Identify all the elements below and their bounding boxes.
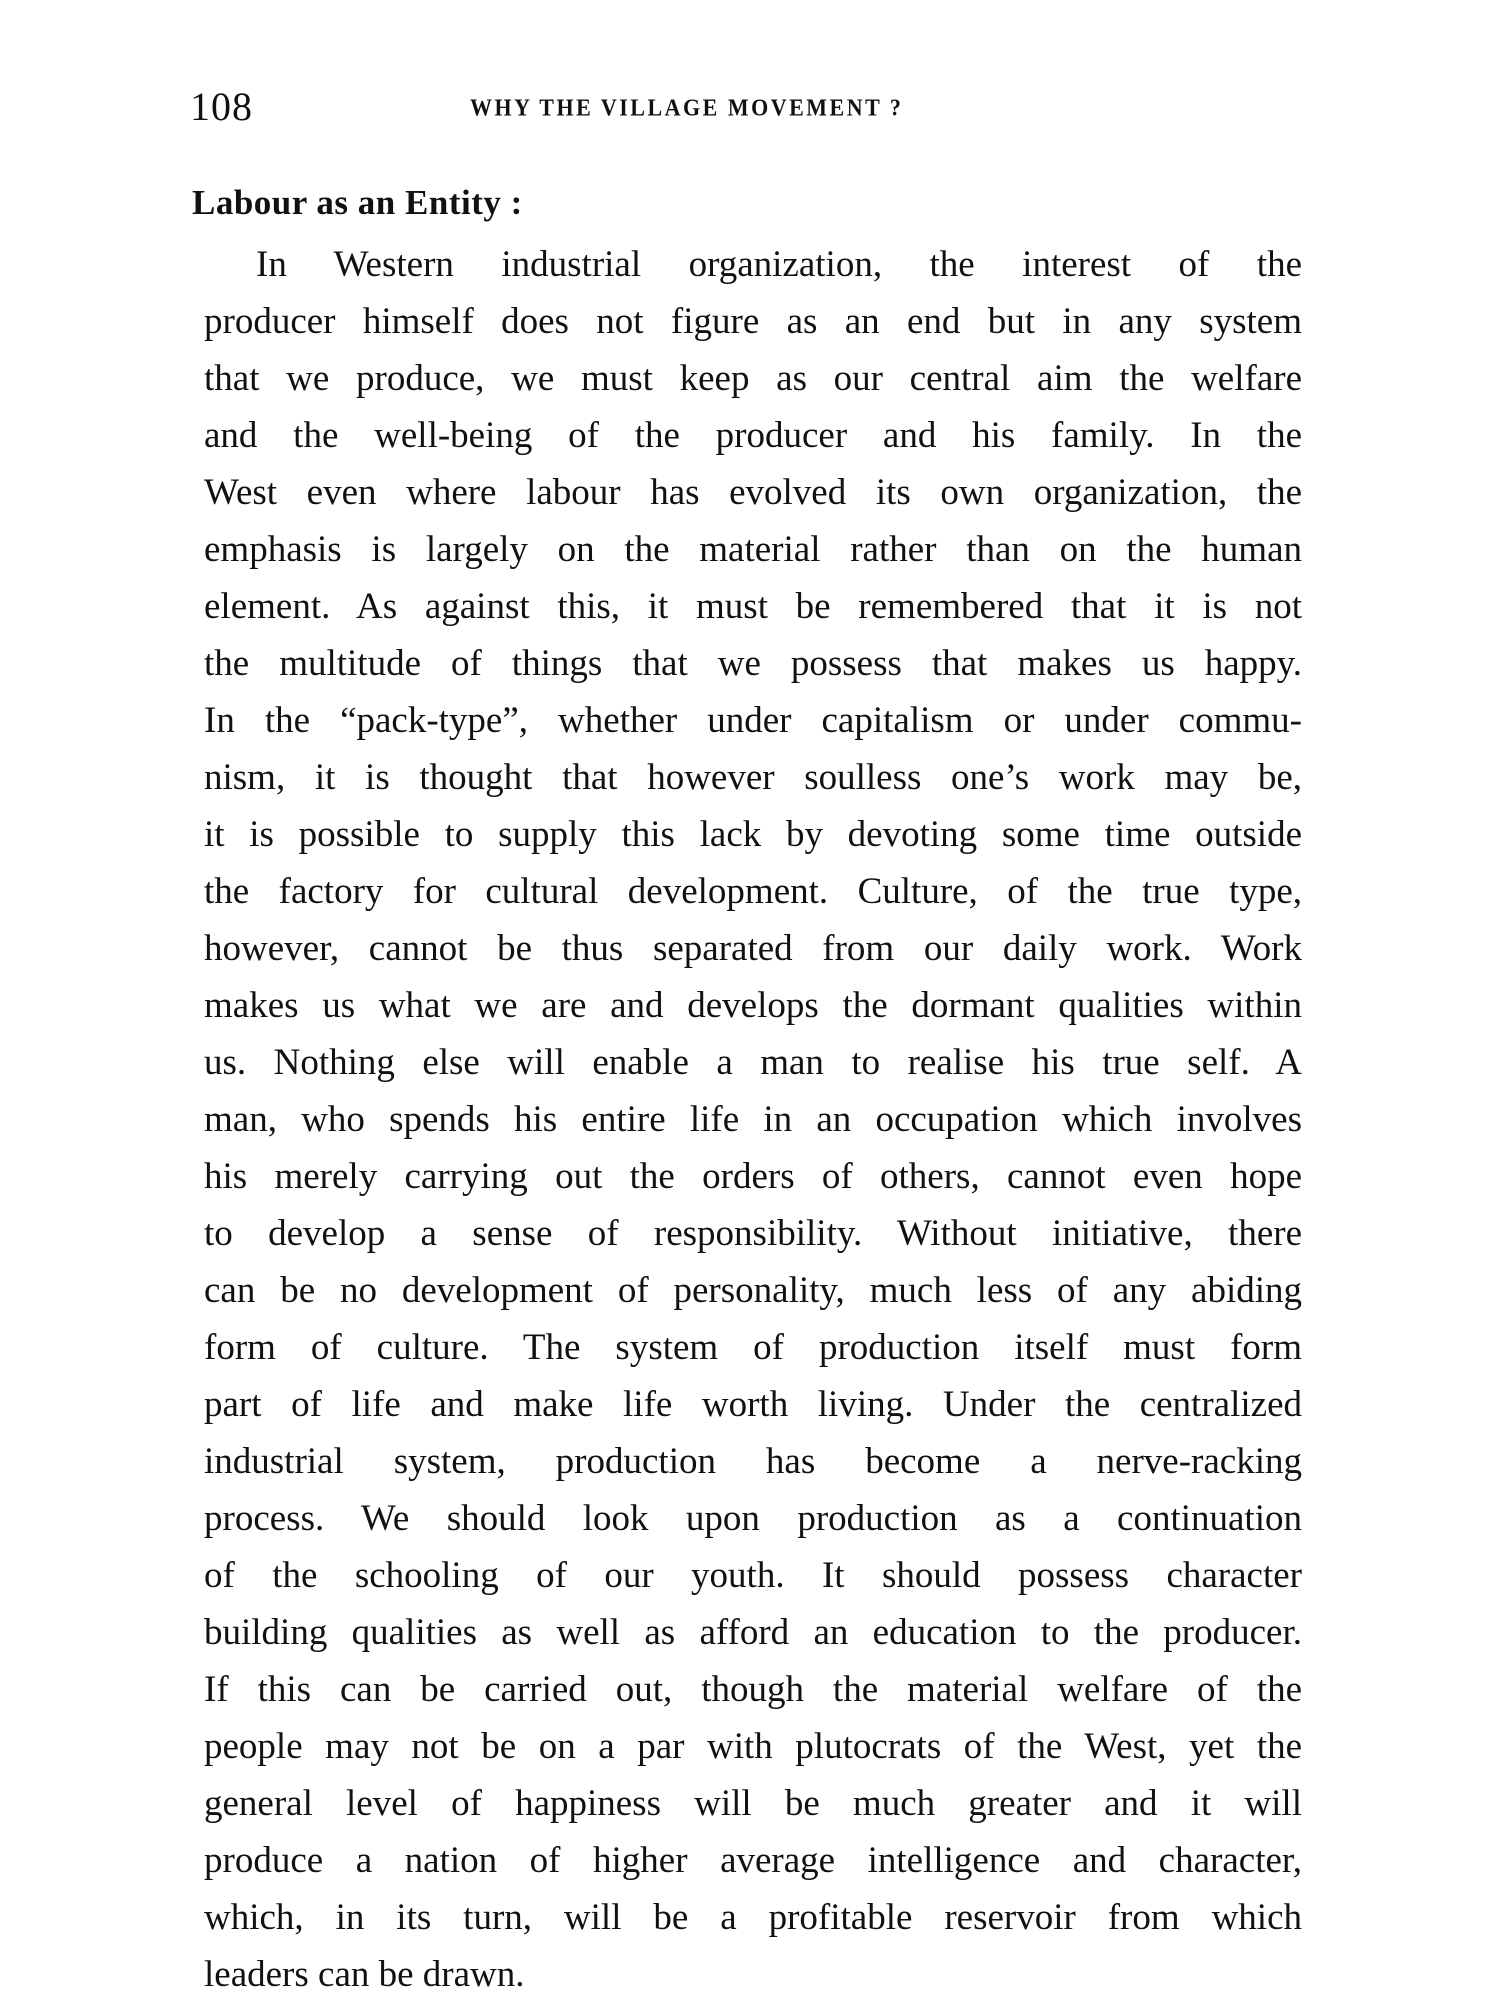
text-line: the factory for cultural development. Culture, of the true type, [204,871,1302,912]
text-line: us. Nothing else will enable a man to realise his true self. A [204,1042,1302,1083]
text-line: emphasis is largely on the material rather than on the human [204,529,1302,570]
text-line: the multitude of things that we possess that makes us happy. [204,643,1302,684]
text-line: building qualities as well as afford an education to the producer. [204,1612,1302,1653]
text-line: which, in its turn, will be a profitable reservoir from which [204,1897,1302,1938]
text-line: makes us what we are and develops the dormant qualities within [204,985,1302,1026]
text-line: to develop a sense of responsibility. Without initiative, there [204,1213,1302,1254]
text-line: however, cannot be thus separated from our daily work. Work [204,928,1302,969]
text-line: process. We should look upon production as a continuation [204,1498,1302,1539]
text-line: man, who spends his entire life in an occupation which involves [204,1099,1302,1140]
page-number: 108 [190,84,253,129]
text-line: form of culture. The system of production itself must form [204,1327,1302,1368]
text-line: West even where labour has evolved its own organization, the [204,472,1302,513]
running-title: WHY THE VILLAGE MOVEMENT ? [470,93,904,122]
text-line: part of life and make life worth living. Under the centralized [204,1384,1302,1425]
text-line: of the schooling of our youth. It should possess character [204,1555,1302,1596]
text-line: general level of happiness will be much greater and it will [204,1783,1302,1824]
text-line: that we produce, we must keep as our central aim the welfare [204,358,1302,399]
text-line: element. As against this, it must be remembered that it is not [204,586,1302,627]
section-heading: Labour as an Entity : [192,183,523,222]
text-line: and the well-being of the producer and his family. In the [204,415,1302,456]
text-line: industrial system, production has become a nerve-racking [204,1441,1302,1482]
text-line: If this can be carried out, though the material welfare of the [204,1669,1302,1710]
text-line: can be no development of personality, much less of any abiding [204,1270,1302,1311]
text-line: produce a nation of higher average intelligence and character, [204,1840,1302,1881]
text-line: his merely carrying out the orders of others, cannot even hope [204,1156,1302,1197]
running-header [190,82,1320,132]
text-line: In the “pack-type”, whether under capitalism or under commu- [204,700,1302,741]
text-line: people may not be on a par with plutocrats of the West, yet the [204,1726,1302,1767]
text-line: leaders can be drawn. [204,1954,525,1995]
text-line: it is possible to supply this lack by devoting some time outside [204,814,1302,855]
text-line: In Western industrial organization, the interest of the [256,244,1302,285]
text-line: nism, it is thought that however soulless one’s work may be, [204,757,1302,798]
body-paragraph [204,236,1302,2003]
text-line: producer himself does not figure as an end but in any system [204,301,1302,342]
